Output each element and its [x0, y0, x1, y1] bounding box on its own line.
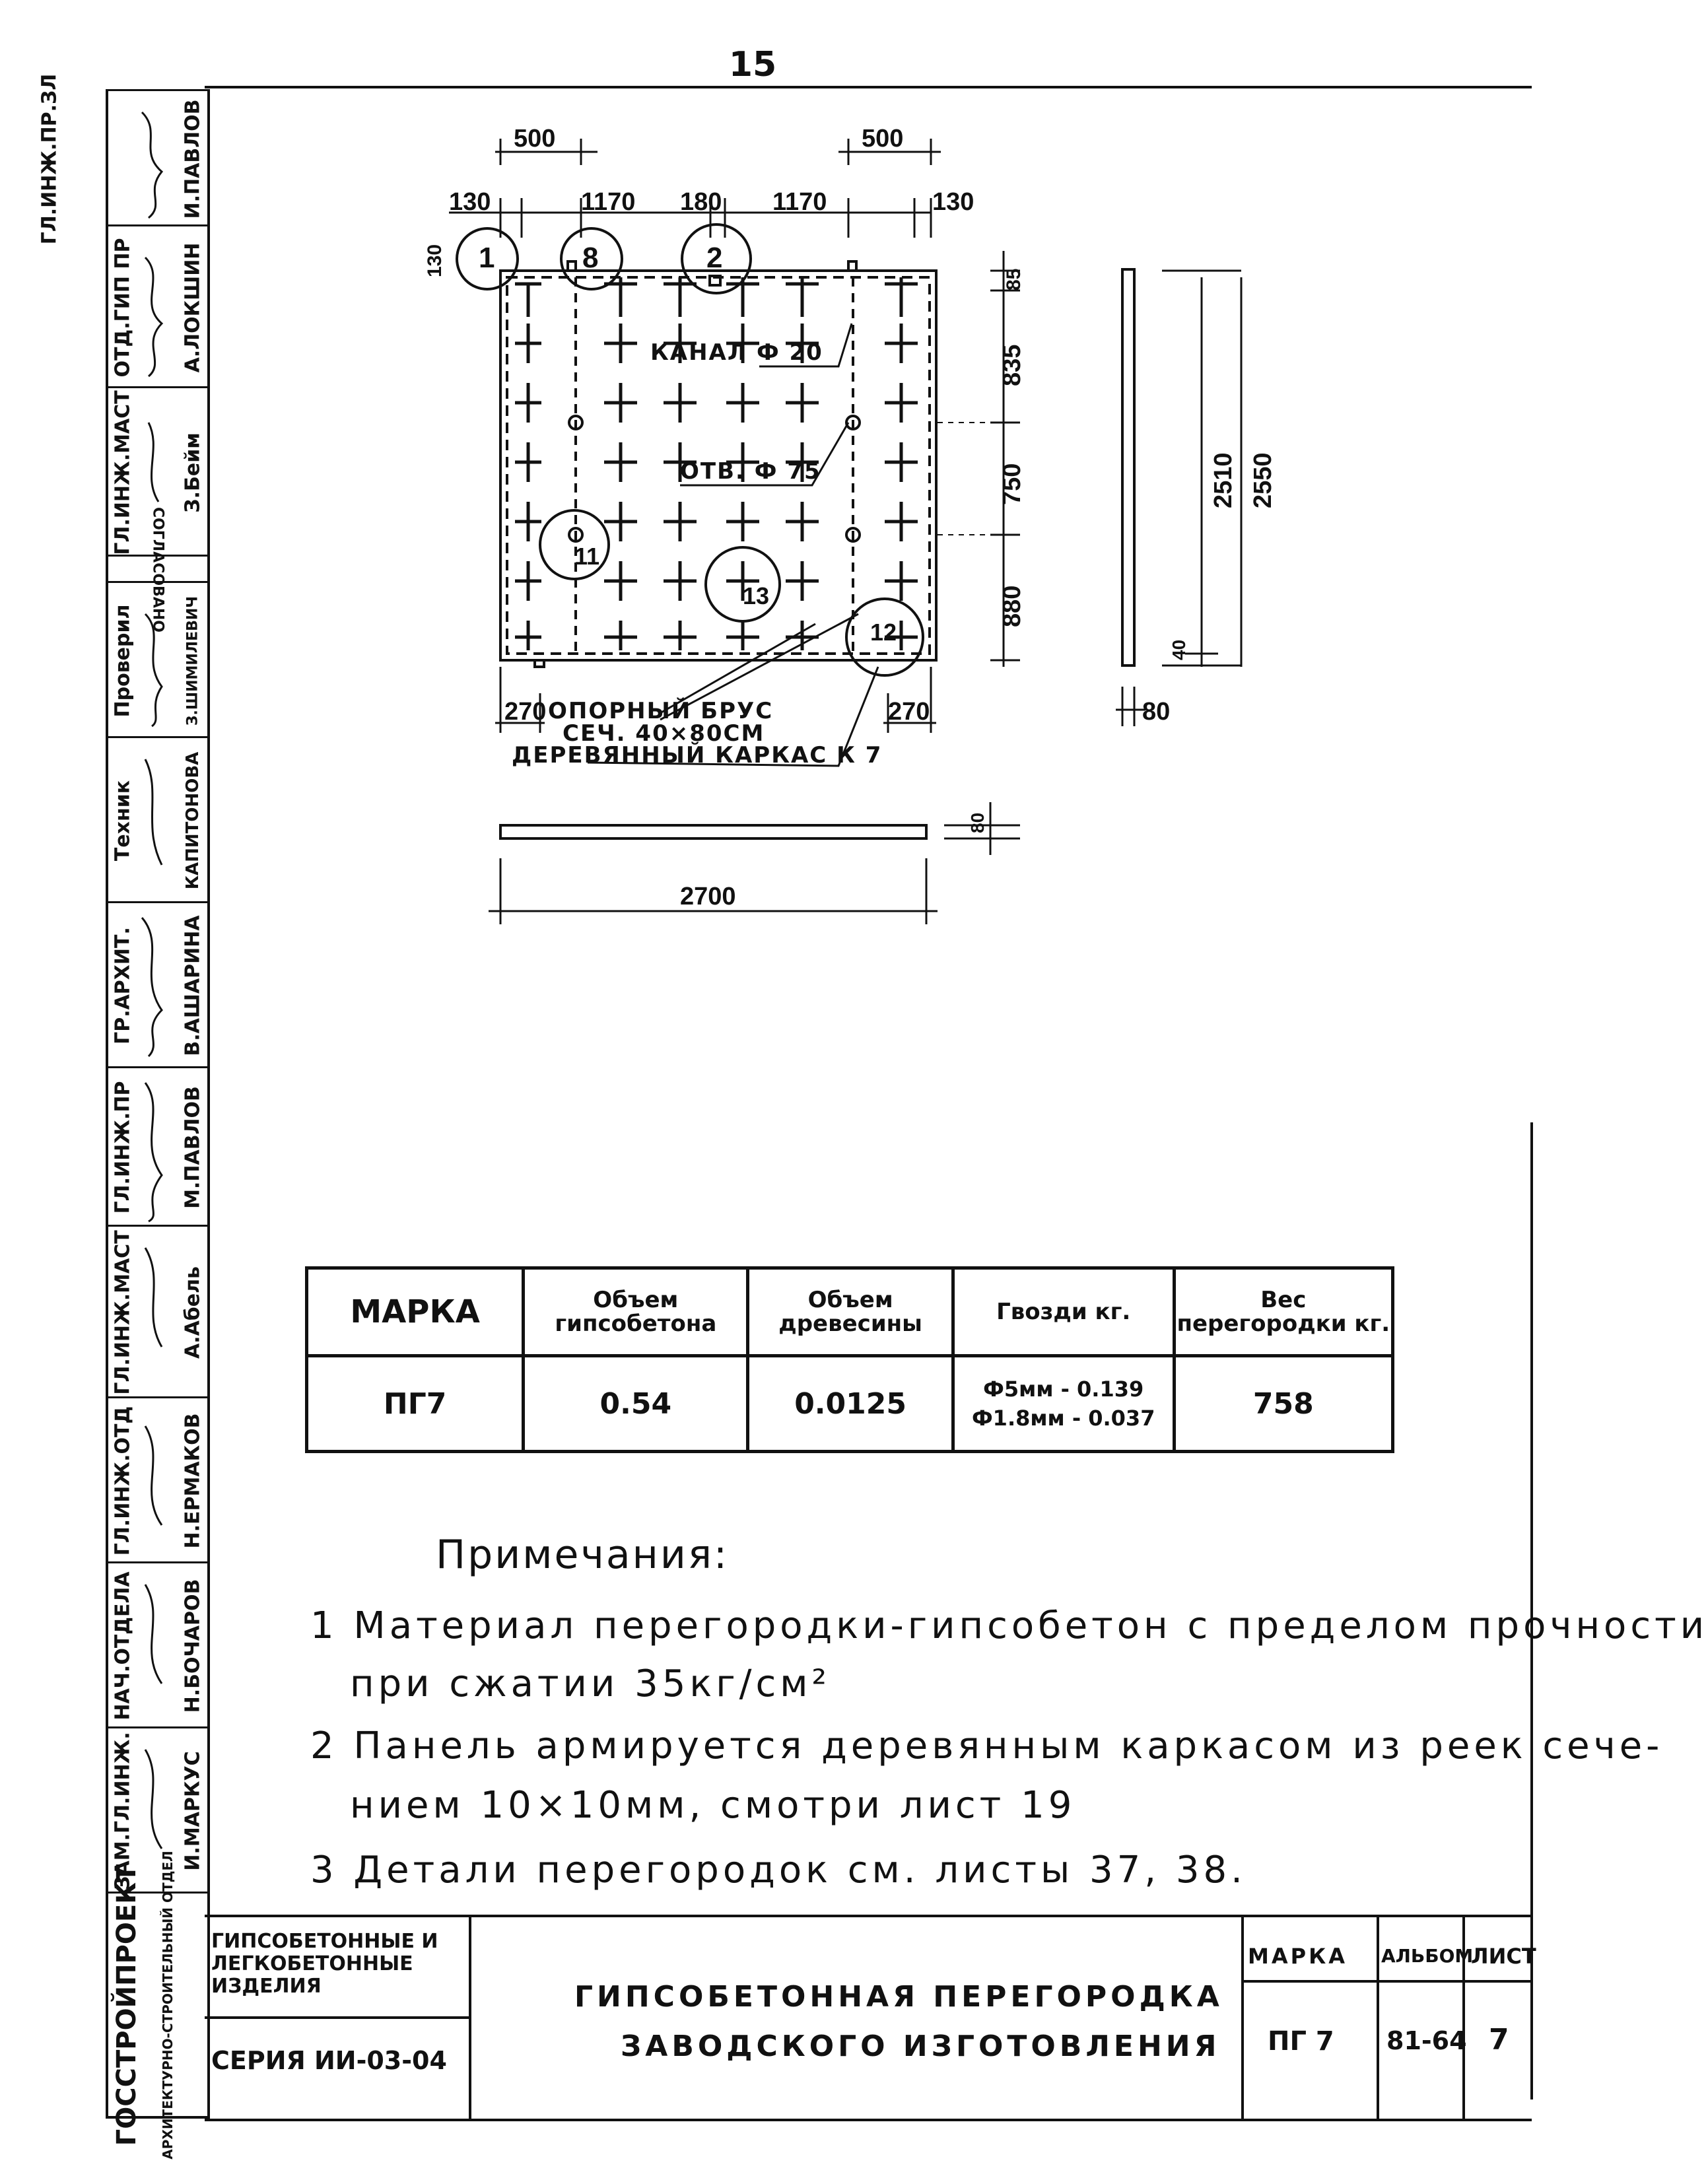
callout-number-1: 1: [479, 242, 495, 274]
cell-weight: 758: [1174, 1356, 1392, 1452]
header-nails: Гвозди кг.: [953, 1268, 1174, 1356]
stamp-role: ОТД.ГИП ПР: [111, 238, 135, 377]
partition-panel-drawing: [409, 106, 1277, 951]
dim-1170-left: 1170: [581, 188, 636, 216]
stamp-role: ГР.АРХИТ.: [111, 927, 135, 1044]
cell-nails-line-1: Ф5мм - 0.139: [983, 1377, 1144, 1402]
dim-270-left: 270: [504, 698, 547, 726]
stamp-name: М.ПАВЛОВ: [181, 1086, 205, 1209]
dim-2550: 2550: [1249, 452, 1277, 508]
header-mark: МАРКА: [307, 1268, 524, 1356]
header-wood-volume: Объем древесины: [748, 1268, 953, 1356]
table-header-row: [307, 1268, 1393, 1356]
cell-nails-line-2: Ф1.8мм - 0.037: [971, 1406, 1155, 1431]
specification-table: [305, 1266, 1394, 1453]
dim-180: 180: [680, 188, 722, 216]
signature-scribbles: [135, 92, 175, 1895]
stamp-role: Проверил: [111, 604, 135, 717]
callout-number-13: 13: [743, 582, 770, 609]
dim-270-right: 270: [888, 698, 930, 726]
frame-top-line: [205, 86, 1532, 88]
note-3: 3 Детали перегородок см. листы 37, 38.: [310, 1849, 1247, 1892]
stamp-cell-organization: [108, 1850, 207, 2160]
title-block-album-value: 81-64: [1386, 2026, 1467, 2055]
title-block-series: СЕРИЯ ИИ-03-04: [211, 2046, 447, 2075]
stamp-name: А.ЛОКШИН: [181, 242, 205, 372]
stamp-name: З.Бейм: [181, 432, 205, 513]
stamp-name: И.ПАВЛОВ: [181, 99, 205, 219]
callout-number-12: 12: [870, 619, 897, 646]
title-block-sheet-value: 7: [1489, 2023, 1509, 2057]
note-2-cont: нием 10×10мм, смотри лист 19: [350, 1784, 1076, 1827]
label-hole: ОТВ. Ф 75: [680, 458, 821, 485]
label-section: СЕЧ. 40×80СМ: [563, 720, 765, 747]
department-name: АРХИТЕКТУРНО-СТРОИТЕЛЬНЫЙ ОТДЕЛ: [160, 1850, 176, 2160]
dim-80-bottom: 80: [967, 812, 988, 833]
cell-nails: [953, 1356, 1174, 1452]
dim-40: 40: [1169, 639, 1189, 660]
cell-mark: ПГ7: [307, 1356, 524, 1452]
note-2: 2 Панель армируется деревянным каркасом из реек сече-: [310, 1724, 1664, 1767]
header-weight: Вес перегородки кг.: [1174, 1268, 1392, 1356]
title-block-mark-label: МАРКА: [1248, 1944, 1348, 1969]
stamp-name: З.ШИМИЛЕВИЧ: [184, 596, 201, 726]
stamp-role: ГЛ.ИНЖ.ПР: [111, 1081, 135, 1214]
dim-2700: 2700: [680, 883, 736, 910]
label-support-beam: ОПОРНЫЙ БРУС: [548, 698, 774, 724]
dim-880: 880: [998, 585, 1026, 627]
stamp-name: Н.БОЧАРОВ: [181, 1579, 205, 1713]
label-wooden-frame: ДЕРЕВЯННЫЙ КАРКАС К 7: [512, 742, 883, 768]
dim-80-side: 80: [1142, 698, 1171, 726]
label-channel: КАНАЛ Ф 20: [650, 339, 823, 366]
stamp-role: НАЧ.ОТДЕЛА: [111, 1571, 135, 1721]
title-block-sheet-label: ЛИСТ: [1471, 1944, 1536, 1969]
callout-number-11: 11: [574, 543, 600, 570]
stamp-name: КАПИТОНОВА: [183, 751, 203, 890]
stamp-name: Н.ЕРМАКОВ: [181, 1413, 205, 1549]
dim-835: 835: [998, 344, 1026, 386]
dim-130-right: 130: [932, 188, 974, 216]
table-row: [307, 1356, 1393, 1452]
title-block-category: ГИПСОБЕТОННЫЕ И ЛЕГКОБЕТОННЫЕ ИЗДЕЛИЯ: [211, 1930, 438, 1998]
cell-wood-volume: 0.0125: [748, 1356, 953, 1452]
stamp-role: ГЛ.ИНЖ.МАСТ: [111, 1230, 135, 1395]
plan-view-panel: [500, 825, 926, 838]
cell-gypsum-volume: 0.54: [524, 1356, 748, 1452]
note-1: 1 Материал перегородки-гипсобетон с пределом прочности: [310, 1604, 1708, 1647]
stamp-role: ГЛ.ИНЖ.МАСТ: [111, 390, 135, 555]
dim-500-left: 500: [514, 125, 556, 153]
side-view-panel: [1122, 269, 1134, 665]
stamp-name: В.АШАРИНА: [181, 915, 205, 1056]
stamp-role: ГЛ.ИНЖ.ПР.ЗЛ: [38, 73, 61, 244]
title-block-title-line-1: ГИПСОБЕТОННАЯ ПЕРЕГОРОДКА: [574, 1980, 1223, 2014]
header-gypsum-volume: Объем гипсобетона: [524, 1268, 748, 1356]
stamp-name: А.Абель: [181, 1266, 205, 1359]
dim-130-left: 130: [449, 188, 491, 216]
stamp-role: Техник: [111, 780, 135, 862]
organization-name: ГОССТРОЙПРОЕКТ: [112, 1864, 142, 2146]
title-block: [205, 1915, 1536, 2121]
stamp-role: ГЛ.ИНЖ.ОТД: [111, 1406, 135, 1556]
dim-1170-right: 1170: [772, 188, 827, 216]
callout-number-2: 2: [706, 242, 723, 274]
note-1-cont: при сжатии 35кг/см²: [350, 1662, 831, 1705]
page-number: 15: [728, 45, 777, 85]
title-block-title-line-2: ЗАВОДСКОГО ИЗГОТОВЛЕНИЯ: [621, 2030, 1221, 2063]
dim-750: 750: [998, 463, 1026, 505]
title-block-mark-value: ПГ 7: [1268, 2026, 1334, 2057]
stamp-approved-label: СОГЛАСОВАНО: [149, 507, 166, 632]
dim-2510: 2510: [1210, 452, 1237, 508]
stamp-name: И.МАРКУС: [181, 1751, 205, 1871]
dim-500-right: 500: [862, 125, 904, 153]
dim-130-vertical: 130: [424, 244, 446, 277]
title-block-album-label: АЛЬБОМ: [1381, 1945, 1474, 1967]
dim-85: 85: [1003, 268, 1025, 290]
callout-number-8: 8: [582, 242, 599, 274]
notes-title: Примечания:: [436, 1532, 730, 1578]
stamp-role: ЗАМ.ГЛ.ИНЖ.: [111, 1732, 135, 1890]
